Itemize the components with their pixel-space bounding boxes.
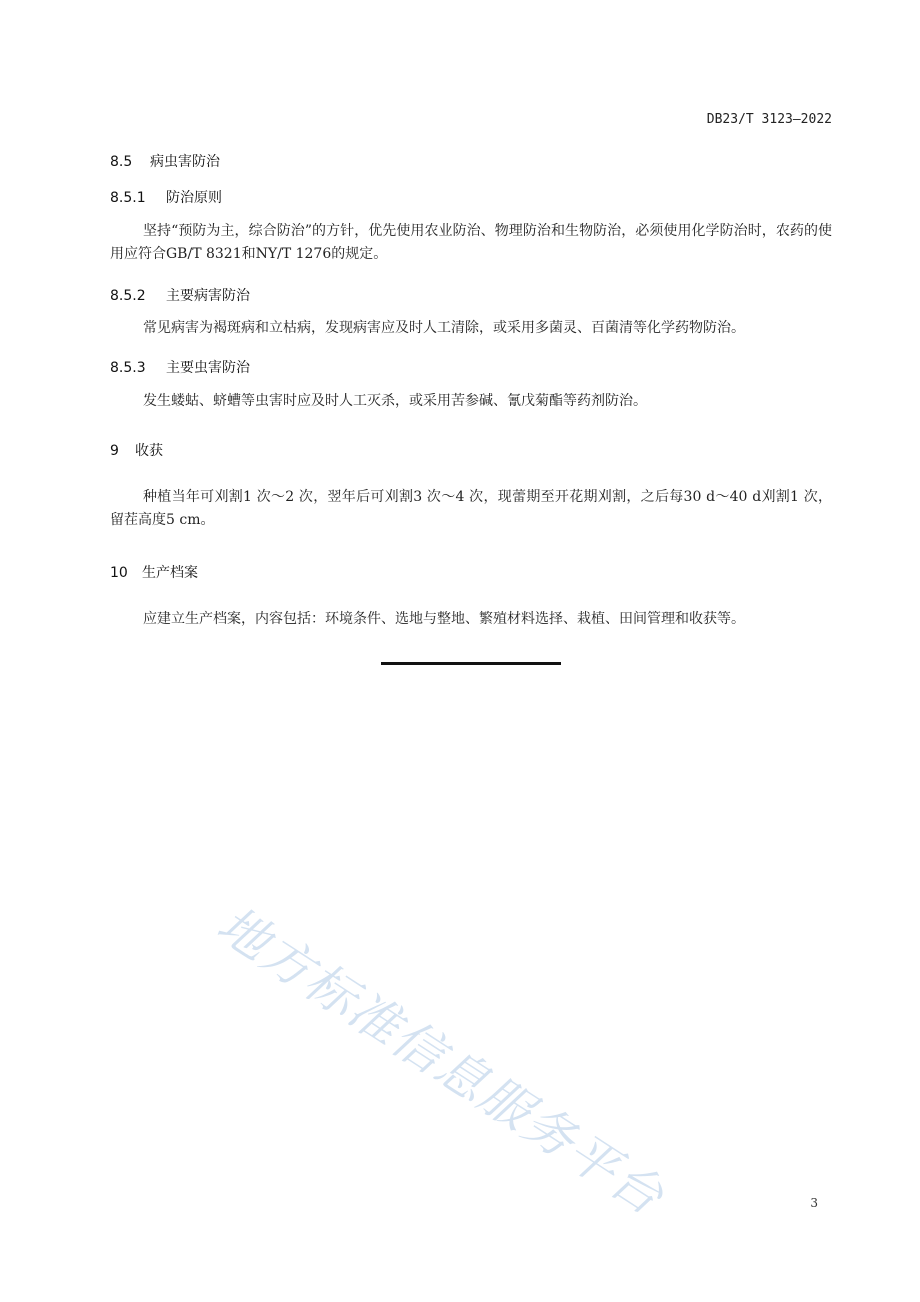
section-body-8-5-3: 发生蝼蛄、蛴螬等虫害时应及时人工灭杀，或采用苦参碱、氰戊菊酯等药剂防治。 xyxy=(143,393,647,409)
section-body-8-5-2: 常见病害为褐斑病和立枯病，发现病害应及时人工清除，或采用多菌灵、百菌清等化学药物防治。 xyxy=(143,320,745,336)
section-title: 主要虫害防治 xyxy=(166,360,250,376)
section-number: 10 xyxy=(110,565,128,581)
section-heading-8-5 xyxy=(110,151,220,171)
section-title: 防治原则 xyxy=(166,190,222,206)
section-heading-8-5-2 xyxy=(110,285,250,305)
section-body-9: 种植当年可刈割1 次～2 次，翌年后可刈割3 次～4 次，现蕾期至开花期刈割，之后每30 d～40 d刈割1 次，留茬高度5 cm。 xyxy=(110,489,832,528)
section-heading-8-5-3 xyxy=(110,357,250,377)
section-body-10: 应建立生产档案，内容包括：环境条件、选地与整地、繁殖材料选择、栽植、田间管理和收获等。 xyxy=(143,611,745,627)
section-heading-8-5-1 xyxy=(110,187,222,207)
section-number: 8.5.3 xyxy=(110,360,146,376)
section-heading-10 xyxy=(110,562,198,582)
section-title: 主要病害防治 xyxy=(166,288,250,304)
page-number: 3 xyxy=(810,1196,818,1210)
section-title: 收获 xyxy=(135,443,163,459)
end-rule xyxy=(381,662,561,665)
section-number: 8.5.2 xyxy=(110,288,146,304)
section-number: 9 xyxy=(110,443,119,459)
watermark: 地方标准信息服务平台 xyxy=(207,895,675,1227)
section-title: 病虫害防治 xyxy=(150,154,220,170)
section-number: 8.5.1 xyxy=(110,190,146,206)
section-number: 8.5 xyxy=(110,154,133,170)
section-title: 生产档案 xyxy=(142,565,198,581)
section-body-8-5-1: 坚持“预防为主，综合防治”的方针，优先使用农业防治、物理防治和生物防治，必须使用化学防治时，农药的使用应符合GB/T 8321和NY/T 1276的规定。 xyxy=(110,223,832,262)
section-heading-9 xyxy=(110,440,163,460)
document-code: DB23/T 3123—2022 xyxy=(706,112,832,127)
